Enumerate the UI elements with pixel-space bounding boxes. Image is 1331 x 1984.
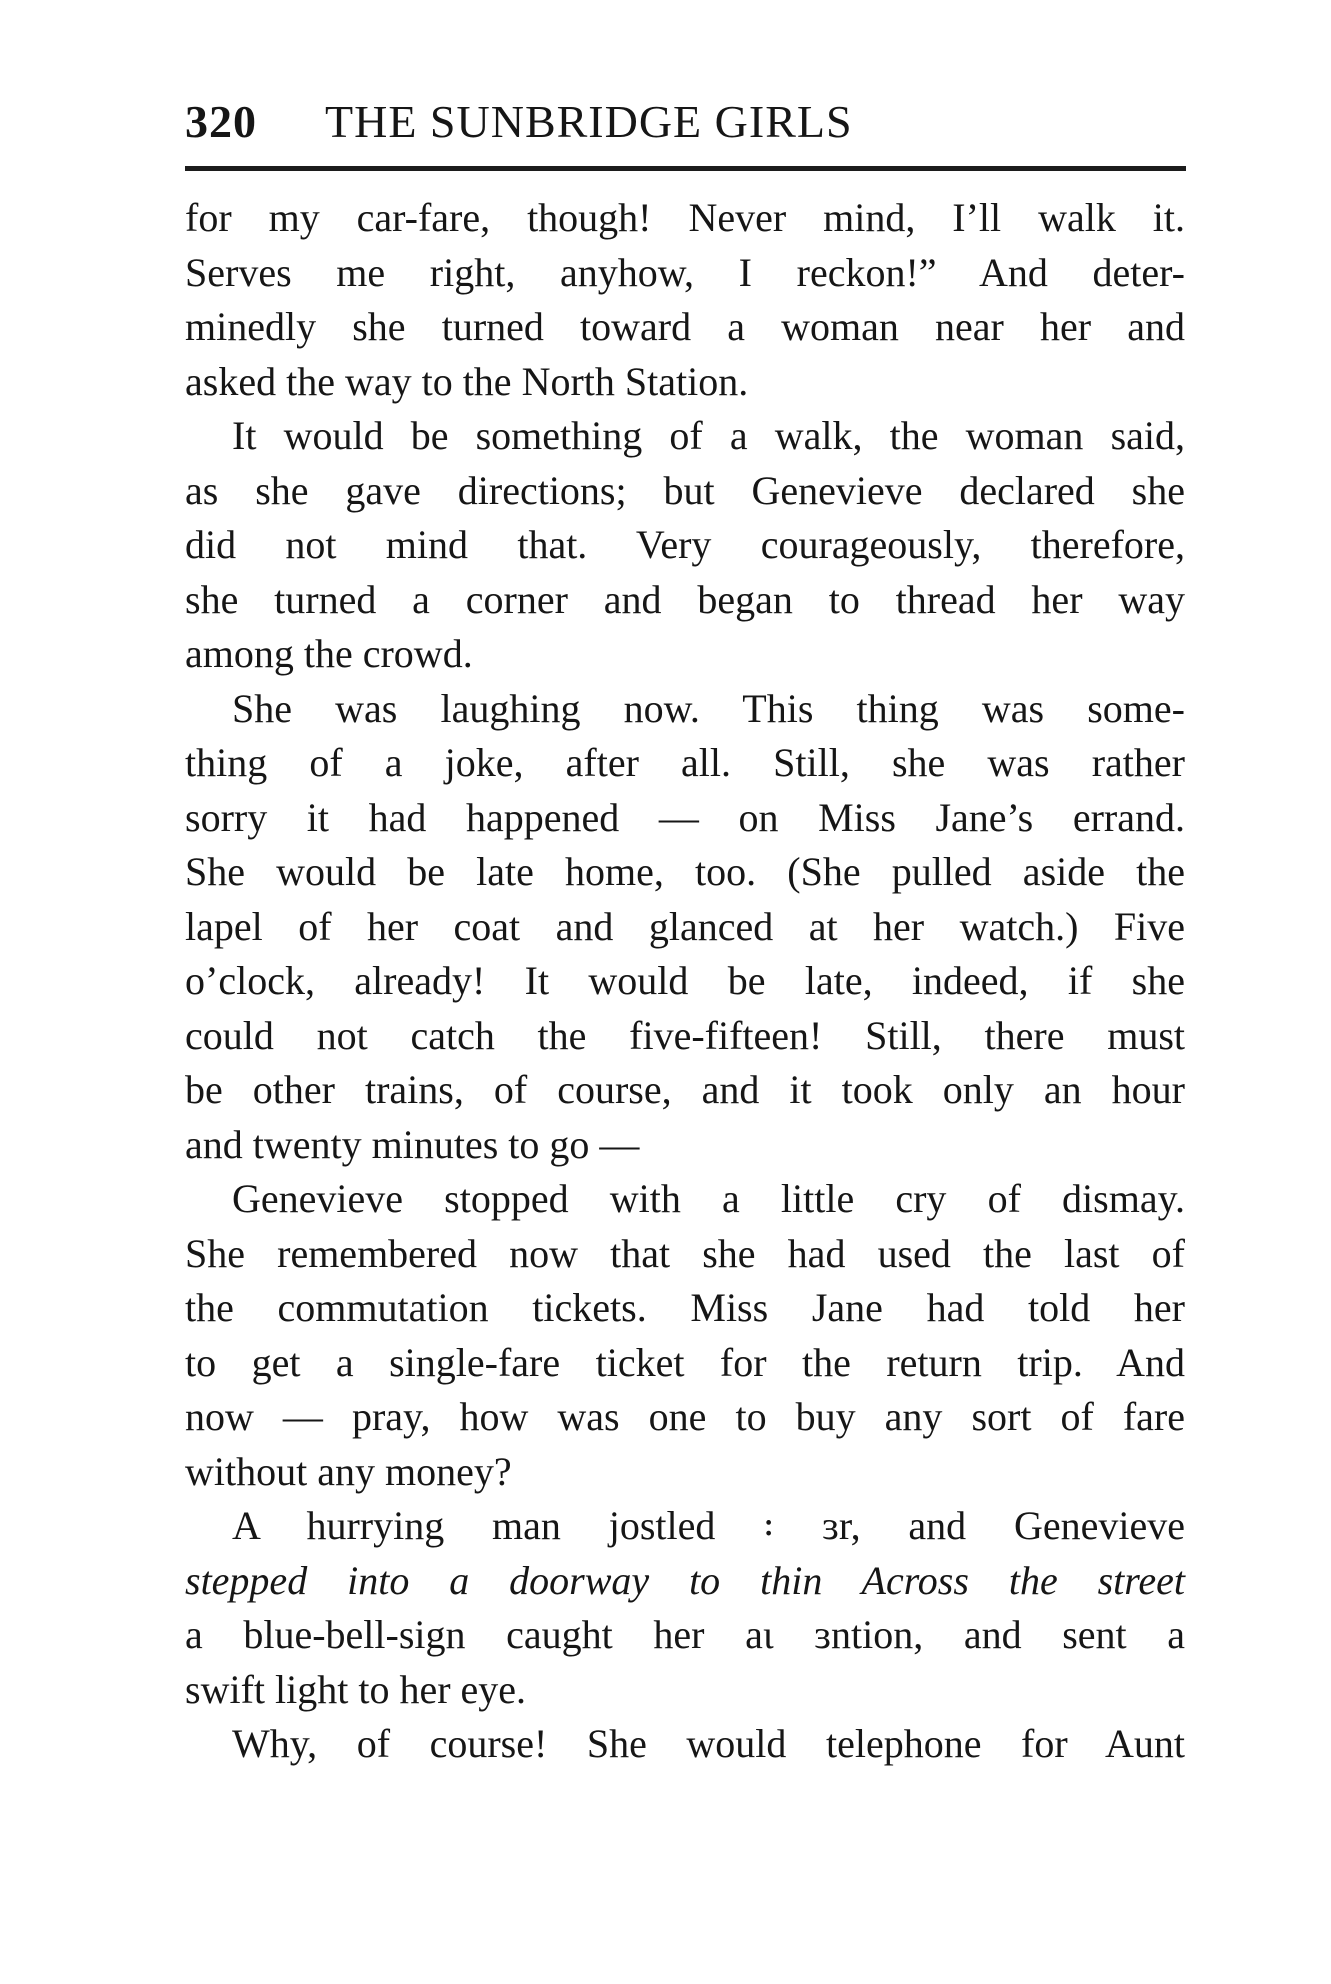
body-text: [185, 191, 1185, 1772]
text-line: o’clock, already! It would be late, indeed, if she: [185, 958, 1185, 1003]
text-line: thing of a joke, after all. Still, she was rather: [185, 740, 1185, 785]
text-line: as she gave directions; but Genevieve declared she: [185, 467, 1185, 513]
text-line: did not mind that. Very courageously, therefore,: [185, 522, 1185, 567]
text-line: to get a single-fare ticket for the return trip. And: [185, 1339, 1185, 1385]
text-line: A hurrying man jostled ꞉ ɜr, and Genevieve: [232, 1503, 1185, 1548]
text-line: without any money?: [185, 1448, 512, 1494]
text-line: now — pray, how was one to buy any sort of fare: [185, 1394, 1185, 1439]
text-line: lapel of her coat and glanced at her watch.) Five: [185, 903, 1185, 949]
text-line: a blue-bell-sign caught her aɩ ɜntion, and sent a: [185, 1612, 1185, 1657]
text-line: Genevieve stopped with a little cry of dismay.: [232, 1176, 1185, 1221]
text-line: She remembered now that she had used the last of: [185, 1230, 1185, 1276]
text-line: It would be something of a walk, the woman said,: [232, 413, 1185, 458]
text-line: for my car-fare, though! Never mind, I’ll walk it.: [185, 195, 1185, 240]
text-line: be other trains, of course, and it took only an hour: [185, 1067, 1185, 1112]
text-line: the commutation tickets. Miss Jane had told her: [185, 1285, 1185, 1330]
text-line: she turned a corner and began to thread her way: [185, 576, 1185, 622]
text-line: could not catch the five-fifteen! Still, there must: [185, 1012, 1185, 1058]
text-line: Serves me right, anyhow, I reckon!” And deter-: [185, 249, 1185, 295]
text-line: Why, of course! She would telephone for Aunt: [232, 1721, 1185, 1766]
running-head: [185, 92, 1185, 152]
text-line: among the crowd.: [185, 631, 473, 676]
text-line: and twenty minutes to go —: [185, 1121, 640, 1167]
text-line: She would be late home, too. (She pulled aside the: [185, 849, 1185, 894]
header-rule: [185, 166, 1186, 171]
text-line: sorry it had happened — on Miss Jane’s errand.: [185, 794, 1185, 840]
text-line: asked the way to the North Station.: [185, 358, 749, 404]
text-line: minedly she turned toward a woman near her and: [185, 304, 1185, 349]
page-number: 320: [185, 96, 257, 147]
text-line: stepped into a doorway to thin Across the street: [185, 1557, 1185, 1603]
text-line: swift light to her eye.: [185, 1666, 527, 1712]
book-title: THE SUNBRIDGE GIRLS: [325, 96, 853, 147]
text-line: She was laughing now. This thing was some-: [232, 685, 1185, 731]
